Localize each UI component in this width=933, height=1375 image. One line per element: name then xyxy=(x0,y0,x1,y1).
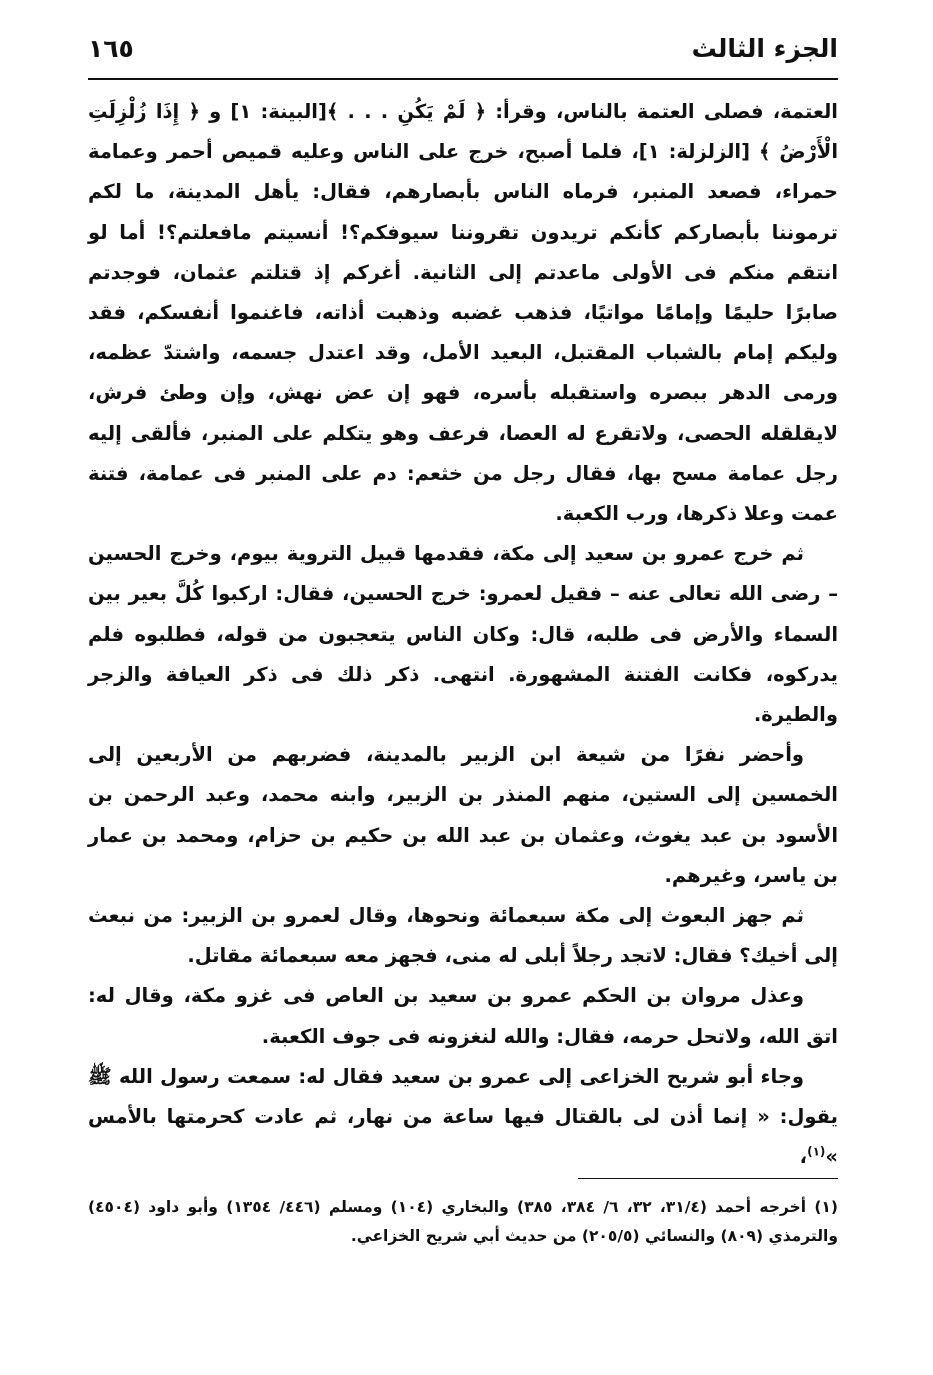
paragraph: ثم خرج عمرو بن سعيد إلى مكة، فقدمها قبيل التروية بيوم، وخرج الحسين – رضى الله تعالى عنه – فقيل لعمرو: خرج الحسين، فقال: اركبوا كُلَّ بعير بين السماء والأرض فى طلبه، قال: وكان الناس يتعجبون من قوله، فطلبوه فلم يدركوه، فكانت الفتنة المشهورة. انتهى. ذكر ذلك فى ذكر العيافة والزجر والطيرة. xyxy=(88,542,838,727)
paragraph: وأحضر نفرًا من شيعة ابن الزبير بالمدينة، فضربهم من الأربعين إلى الخمسين إلى الستين، منهم المنذر بن الزبير، وابنه محمد، وعبد الرحمن بن الأسود بن عبد يغوث، وعثمان بن عبد الله بن حكيم بن حزام، ومحمد بن عمار بن ياسر، وغيرهم. xyxy=(88,743,838,887)
footnote-reference[interactable]: (١) xyxy=(807,1144,826,1159)
page-number: ١٦٥ xyxy=(88,34,134,63)
paragraph-tail: ، xyxy=(799,1145,808,1169)
paragraph-with-footnote xyxy=(88,1057,838,1178)
footnote: (١) أخرجه أحمد (٣١/٤، ٣٢، ٦/ ٣٨٤، ٣٨٥) والبخاري (١٠٤) ومسلم (٤٤٦/ ١٣٥٤) وأبو داود (٤٥٠٤) والترمذي (٨٠٩) والنسائي (٢٠٥/٥) من حديث أبي شريح الخزاعي. xyxy=(88,1198,838,1245)
page-header xyxy=(88,30,838,76)
footnotes xyxy=(88,1193,838,1251)
paragraph: وعذل مروان بن الحكم عمرو بن سعيد بن العاص فى غزو مكة، وقال له: اتق الله، ولاتحل حرمه، فقال: والله لنغزونه فى جوف الكعبة. xyxy=(88,984,838,1048)
header-rule xyxy=(88,78,838,80)
paragraph: ثم جهز البعوث إلى مكة سبعمائة ونحوها، وقال لعمرو بن الزبير: من نبعث إلى أخيك؟ فقال: لاتجد رجلاً أبلى له منى، فجهز معه سبعمائة مقاتل. xyxy=(88,904,838,968)
running-head: الجزء الثالث xyxy=(691,34,838,63)
footnote-separator xyxy=(578,1178,838,1179)
paragraph-text: وجاء أبو شريح الخزاعى إلى عمرو بن سعيد فقال له: سمعت رسول الله ﷺ يقول: « إنما أذن لى بالقتال فيها ساعة من نهار، ثم عادت كحرمتها بالأمس » xyxy=(88,1064,838,1169)
paragraph: العتمة، فصلى العتمة بالناس، وقرأ: ﴿ لَمْ يَكُنِ . . . ﴾[البينة: ١] و ﴿ إِذَا زُلْزِلَتِ الْأَرْضُ ﴾ [الزلزلة: ١]، فلما أصبح، خرج على الناس وعليه قميص أحمر وعمامة حمراء، فصعد المنبر، فرماه الناس بأبصارهم، فقال: يأهل المدينة، ما لكم ترموننا بأبصاركم كأنكم تريدون تقروننا سيوفكم؟! أنسيتم مافعلتم؟! أما لو انتقم منكم فى الأولى ماعدتم إلى الثانية. أغركم إذ قتلتم عثمان، فوجدتم صابرًا حليمًا وإمامًا مواتيًا، فذهب غضبه وذهبت أذاته، فاغنموا أنفسكم، فقد وليكم إمام بالشباب المقتبل، البعيد الأمل، وقد اعتدل جسمه، واشتدّ عظمه، ورمى الدهر ببصره واستقبله بأسره، فهو إن عض نهش، وإن وطئ فرش، لايقلقله الحصى، ولاتقرع له العصا، فرعف وهو يتكلم على المنبر، فألقى إليه رجل عمامة مسح بها، فقال رجل من خثعم: دم على المنبر فى عمامة، فتنة عمت وعلا ذكرها، ورب الكعبة. xyxy=(88,100,839,526)
main-text xyxy=(88,92,838,1177)
